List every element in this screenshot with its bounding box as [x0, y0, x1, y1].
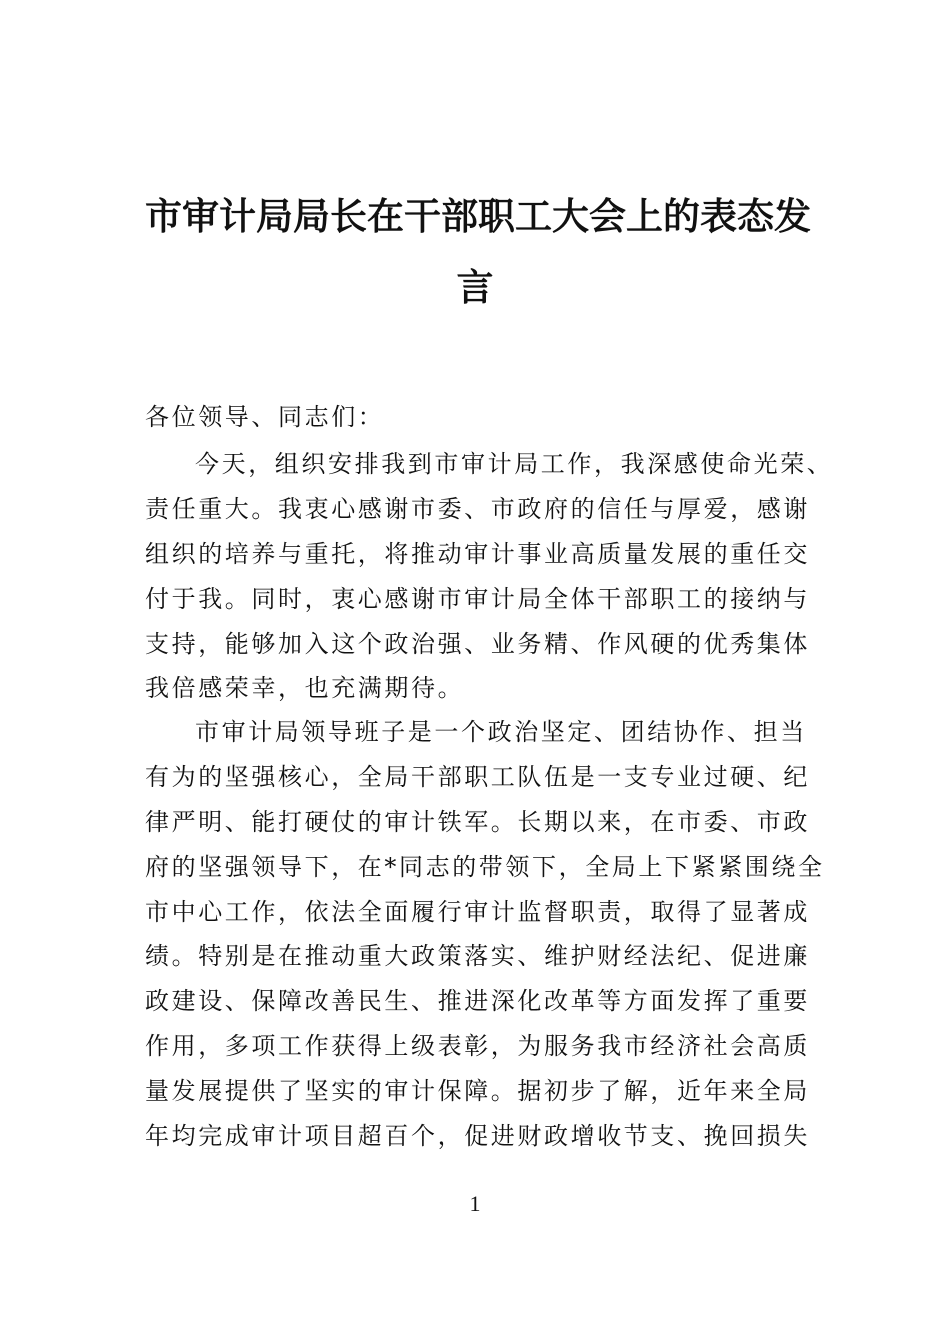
paragraph-2-line: 有为的坚强核心，全局干部职工队伍是一支专业过硬、纪 — [145, 763, 810, 791]
paragraph-2-line: 市中心工作，依法全面履行审计监督职责，取得了显著成 — [145, 898, 810, 926]
paragraph-1-line: 责任重大。我衷心感谢市委、市政府的信任与厚爱，感谢 — [145, 495, 810, 523]
paragraph-1-line: 支持，能够加入这个政治强、业务精、作风硬的优秀集体 — [145, 630, 810, 658]
salutation: 各位领导、同志们： — [145, 403, 385, 431]
document-title-line-1: 市审计局局长在干部职工大会上的表态发 — [145, 194, 811, 238]
paragraph-1-line: 今天，组织安排我到市审计局工作，我深感使命光荣、 — [195, 450, 834, 478]
paragraph-2-line: 年均完成审计项目超百个，促进财政增收节支、挽回损失 — [145, 1122, 810, 1150]
paragraph-1-line: 组织的培养与重托，将推动审计事业高质量发展的重任交 — [145, 540, 810, 568]
paragraph-2-line: 市审计局领导班子是一个政治坚定、团结协作、担当 — [195, 718, 807, 746]
paragraph-1-line: 我倍感荣幸，也充满期待。 — [145, 674, 465, 702]
page-number: 1 — [469, 1191, 481, 1216]
paragraph-2-line: 绩。特别是在推动重大政策落实、维护财经法纪、促进廉 — [145, 942, 810, 970]
paragraph-2-line: 律严明、能打硬仗的审计铁军。长期以来，在市委、市政 — [145, 808, 810, 836]
paragraph-2-line: 量发展提供了坚实的审计保障。据初步了解，近年来全局 — [145, 1077, 810, 1105]
document-title-line-2: 言 — [456, 265, 494, 309]
paragraph-2-line: 府的坚强领导下，在*同志的带领下，全局上下紧紧围绕全 — [145, 853, 825, 881]
paragraph-2-line: 作用，多项工作获得上级表彰，为服务我市经济社会高质 — [145, 1032, 810, 1060]
paragraph-1-line: 付于我。同时，衷心感谢市审计局全体干部职工的接纳与 — [145, 585, 810, 613]
paragraph-2-line: 政建设、保障改善民生、推进深化改革等方面发挥了重要 — [145, 987, 810, 1015]
